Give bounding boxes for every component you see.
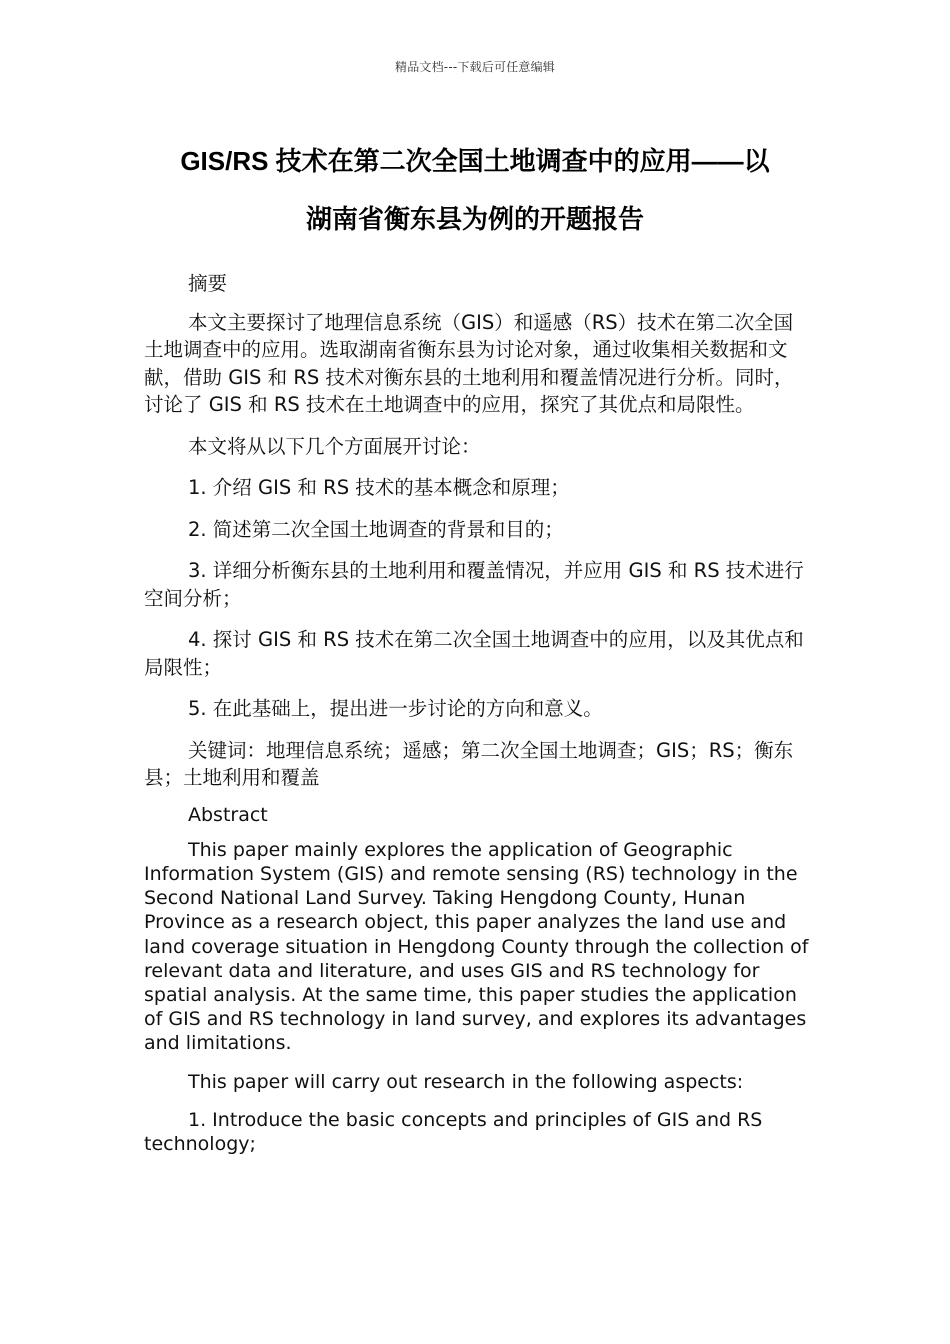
- abstract-en-heading: Abstract: [188, 803, 268, 826]
- abstract-cn-paragraph: 本文主要探讨了地理信息系统（GIS）和遥感（RS）技术在第二次全国土地调查中的应用。选取湖南省衡东县为讨论对象，通过收集相关数据和文献，借助 GIS 和 RS 技术对衡东县的土地利用和覆盖情况进行分析。同时，讨论了 GIS 和 RS 技术在土地调查中的应用，探究了其优点和局限性。: [144, 310, 794, 416]
- abstract-cn-item-4: 4. 探讨 GIS 和 RS 技术在第二次全国土地调查中的应用，以及其优点和局限性；: [144, 628, 804, 679]
- abstract-cn-item-1: 1. 介绍 GIS 和 RS 技术的基本概念和原理；: [188, 476, 570, 499]
- abstract-en-paragraph: This paper mainly explores the application of Geographic Information System (GIS) and remote sensing (RS) technology in the Second National Land Survey. Taking Hengdong County, Hunan Province as a research object, this paper analyzes the land use and land coverage situation in Hengdong County through the collection of relevant data and literature, and uses GIS and RS technology for spatial analysis. At the same time, this paper studies the application of GIS and RS technology in land survey, and explores its advantages and limitations.: [144, 838, 809, 1055]
- abstract-cn-item-2: 2. 简述第二次全国土地调查的背景和目的；: [188, 517, 564, 541]
- title-line-2: 湖南省衡东县为例的开题报告: [305, 204, 644, 234]
- page-header: 精品文档---下载后可任意编辑: [395, 60, 555, 74]
- abstract-cn-heading: 摘要: [188, 272, 228, 295]
- abstract-cn-intro: 本文将从以下几个方面展开讨论：: [188, 434, 481, 458]
- document-title: [120, 132, 830, 248]
- abstract-cn-item-5: 5. 在此基础上，提出进一步讨论的方向和意义。: [188, 697, 603, 720]
- abstract-en-intro: This paper will carry out research in the following aspects:: [188, 1070, 744, 1093]
- abstract-en-item-1: 1. Introduce the basic concepts and principles of GIS and RS technology;: [144, 1108, 763, 1155]
- document-body: [144, 270, 809, 1170]
- title-line-1: GIS/RS 技术在第二次全国土地调查中的应用——以: [180, 146, 770, 176]
- keywords: 关键词：地理信息系统；遥感；第二次全国土地调查；GIS；RS；衡东县；土地利用和覆盖: [144, 738, 794, 789]
- abstract-cn-item-3: 3. 详细分析衡东县的土地利用和覆盖情况，并应用 GIS 和 RS 技术进行空间分析；: [144, 559, 804, 610]
